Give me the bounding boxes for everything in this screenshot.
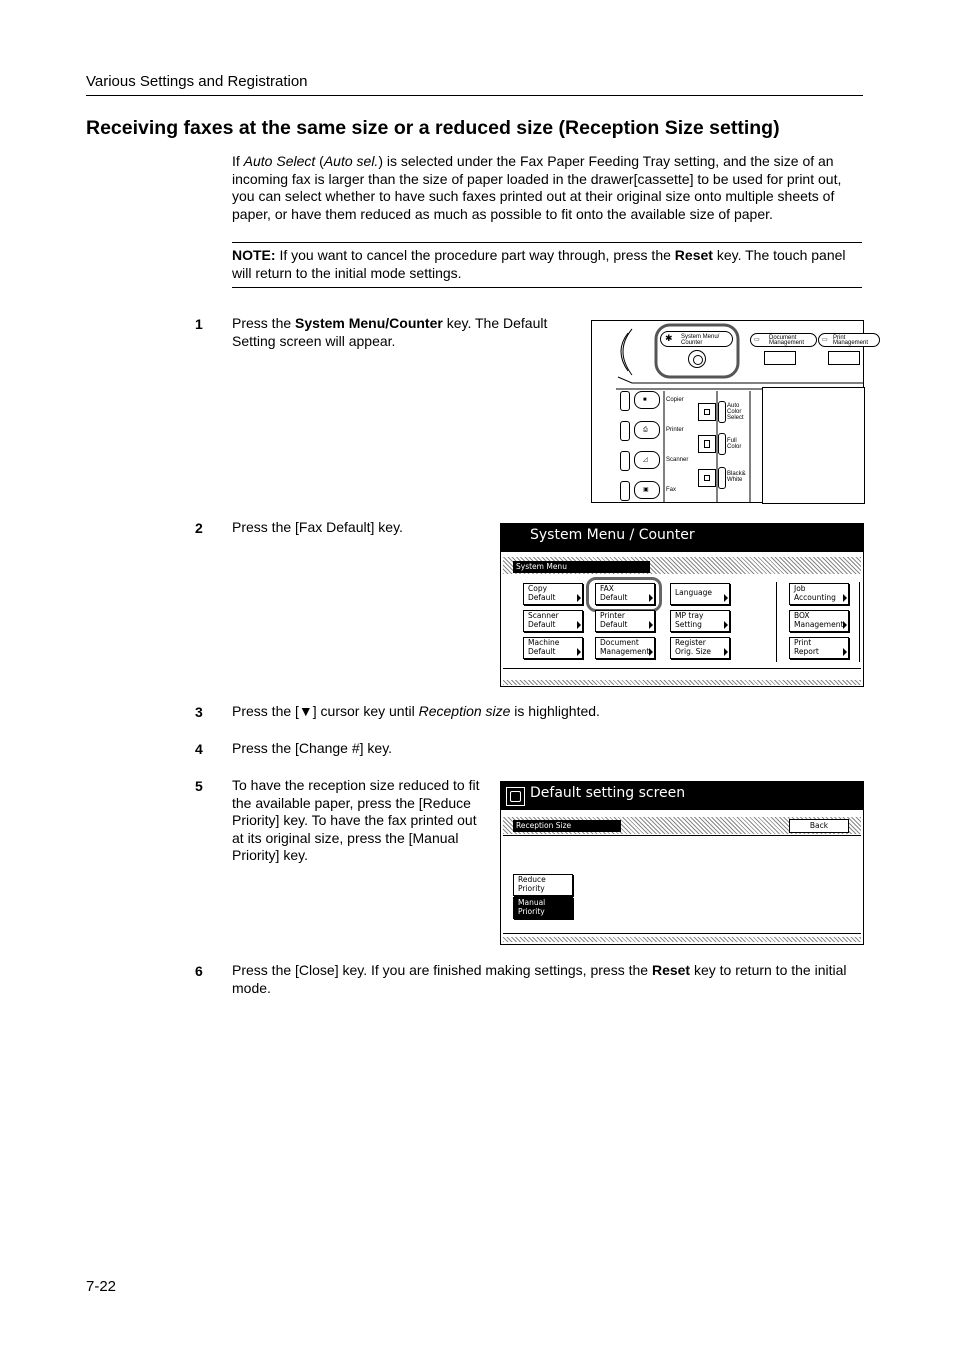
indicator-circle-icon xyxy=(688,350,706,368)
default-setting-screen xyxy=(500,781,864,945)
divider xyxy=(503,933,861,934)
full-color-indicator xyxy=(718,433,726,455)
bottom-hatch xyxy=(503,937,861,942)
print-management-key[interactable] xyxy=(818,333,880,347)
step-fragment: Press the [▼] cursor key until xyxy=(232,703,419,719)
step-text: To have the reception size reduced to fit the available paper, press the [Reduce Priority] key. To have the fax printed out at its original size, press the [Manual Priority] key. xyxy=(232,777,480,864)
scroll-edge xyxy=(859,582,862,662)
auto-color-indicator xyxy=(718,401,726,423)
note-text: key. The touch panel will return to the initial mode settings. xyxy=(232,247,846,281)
step-text xyxy=(232,703,832,721)
intro-italic: Auto Select xyxy=(243,153,316,169)
system-menu-label: System Menu/ xyxy=(681,334,720,340)
button-label: Manual xyxy=(518,898,546,907)
auto-color-label: Auto xyxy=(727,403,740,409)
touch-panel-display xyxy=(762,387,865,504)
full-color-key[interactable] xyxy=(698,435,716,453)
button-label: Priority xyxy=(518,907,545,916)
divider xyxy=(776,582,777,662)
button-label: Reduce xyxy=(518,875,546,884)
system-menu-screen xyxy=(500,523,864,687)
box-management-button[interactable] xyxy=(789,610,849,632)
button-label: Copy xyxy=(528,584,548,593)
black-white-label: Black& xyxy=(727,471,746,477)
step-key: Reset xyxy=(651,962,691,978)
step-fragment: Press the xyxy=(232,315,296,331)
language-button[interactable] xyxy=(670,583,730,605)
page-number: 7-22 xyxy=(86,1278,117,1295)
auto-color-label: Color xyxy=(727,409,742,415)
document-management-button[interactable] xyxy=(595,637,655,659)
step-italic: Reception size xyxy=(418,703,511,719)
copier-icon: ■ xyxy=(643,397,647,403)
divider xyxy=(503,668,861,669)
asterisk-icon: ✱ xyxy=(665,333,673,343)
section-title: Receiving faxes at the same size or a reduced size (Reception Size setting) xyxy=(86,117,780,139)
printer-indicator xyxy=(620,421,630,441)
scanner-key[interactable] xyxy=(634,451,660,469)
scanner-default-button[interactable] xyxy=(523,610,583,632)
button-label: Report xyxy=(794,647,819,656)
bottom-hatch xyxy=(503,680,861,685)
print-mgmt-label: Management xyxy=(833,340,869,346)
step-number: 2 xyxy=(195,520,203,536)
system-menu-counter-key[interactable] xyxy=(660,331,733,347)
intro-text: ) is selected under the Fax Paper Feeding Tray setting, and the size of an incoming fax is larger than the size of paper loaded in the drawer[cassette] to be used for print out, you can select whether to have such faxes printed out at their original size onto multiple sheets of paper, or have them reduced as much as possible to fit onto the available size of paper. xyxy=(232,153,842,222)
printer-label: Printer xyxy=(666,427,684,433)
button-label: Machine xyxy=(528,638,560,647)
section-label: Reception Size xyxy=(513,820,621,832)
back-button[interactable]: Back xyxy=(789,819,849,833)
fax-screen-icon xyxy=(506,787,525,806)
printer-default-button[interactable] xyxy=(595,610,655,632)
button-label: Orig. Size xyxy=(675,647,711,656)
black-white-key[interactable] xyxy=(698,469,716,487)
note-box xyxy=(232,242,862,288)
button-label: BOX xyxy=(794,611,810,620)
highlight-circle xyxy=(586,577,662,612)
counter-label: Counter xyxy=(681,340,703,346)
black-white-indicator xyxy=(718,467,726,489)
step-text: Press the [Fax Default] key. xyxy=(232,519,403,535)
button-label: Default xyxy=(528,620,556,629)
screen-title-bar xyxy=(501,782,863,810)
running-header: Various Settings and Registration xyxy=(86,73,308,90)
intro-italic: Auto sel. xyxy=(323,153,379,169)
fax-indicator xyxy=(620,481,630,501)
document-management-key[interactable] xyxy=(750,333,817,347)
step-number: 3 xyxy=(195,704,203,720)
button-label: Printer xyxy=(600,611,625,620)
step-text xyxy=(232,962,862,997)
screen-title-bar xyxy=(501,524,863,552)
printer-icon: ▭ xyxy=(822,337,828,343)
button-label: Language xyxy=(675,588,713,597)
button-label: Print xyxy=(794,638,812,647)
fax-key[interactable] xyxy=(634,481,660,499)
black-white-label: White xyxy=(727,477,743,483)
button-label: Management xyxy=(600,647,650,656)
fax-label: Fax xyxy=(666,487,677,493)
register-orig-size-button[interactable] xyxy=(670,637,730,659)
manual-priority-button[interactable] xyxy=(513,897,573,919)
step-key: System Menu/Counter xyxy=(295,315,443,331)
copier-key[interactable] xyxy=(634,391,660,409)
copier-label: Copier xyxy=(666,397,684,403)
scanner-label: Scanner xyxy=(666,457,689,463)
button-label: Register xyxy=(675,638,706,647)
button-label: Job xyxy=(794,584,806,593)
header-rule xyxy=(86,95,863,96)
intro-text: If xyxy=(232,153,244,169)
button-label: Priority xyxy=(518,884,545,893)
step-number: 5 xyxy=(195,778,203,794)
printer-key[interactable] xyxy=(634,421,660,439)
scanner-icon: ◿ xyxy=(643,457,648,463)
step-text: Press the [Change #] key. xyxy=(232,740,393,756)
fax-icon: ▣ xyxy=(643,487,649,493)
print-mgmt-label: Print xyxy=(833,335,846,341)
note-key: Reset xyxy=(674,247,713,263)
auto-color-label: Select xyxy=(727,415,744,421)
button-label: Default xyxy=(528,647,556,656)
full-color-label: Full xyxy=(727,438,737,444)
mp-tray-setting-button[interactable] xyxy=(670,610,730,632)
note-label: NOTE: xyxy=(232,247,276,263)
step-fragment: Press the [Close] key. If you are finished making settings, press the xyxy=(232,962,652,978)
step-text xyxy=(232,315,572,350)
print-report-button[interactable] xyxy=(789,637,849,659)
divider xyxy=(503,835,861,836)
copy-default-button[interactable] xyxy=(523,583,583,605)
button-label: Default xyxy=(528,593,556,602)
note-text: If you want to cancel the procedure part way through, press the xyxy=(275,247,675,263)
full-color-label: Color xyxy=(727,444,742,450)
screen-title: System Menu / Counter xyxy=(530,527,695,543)
step-fragment: key to return to the initial mode. xyxy=(232,962,847,996)
doc-mgmt-button[interactable] xyxy=(764,351,796,365)
printer-mode-icon: ⎙ xyxy=(643,427,648,433)
intro-text: ( xyxy=(315,153,324,169)
button-label: Management xyxy=(794,620,844,629)
screen-title: Default setting screen xyxy=(530,785,686,801)
job-accounting-button[interactable] xyxy=(789,583,849,605)
section-label: System Menu xyxy=(513,561,650,573)
operation-panel-illustration xyxy=(591,320,869,503)
button-label: Accounting xyxy=(794,593,836,602)
document-icon: ▭ xyxy=(754,337,760,343)
reduce-priority-button[interactable] xyxy=(513,874,573,896)
doc-mgmt-label: Management xyxy=(769,340,805,346)
scanner-indicator xyxy=(620,451,630,471)
step-number: 6 xyxy=(195,963,203,979)
step-fragment: is highlighted. xyxy=(510,703,600,719)
button-label: FAX xyxy=(600,584,614,593)
doc-mgmt-label: Document xyxy=(769,335,797,341)
intro-paragraph xyxy=(232,153,862,223)
button-label: Document xyxy=(600,638,639,647)
copier-indicator xyxy=(620,391,630,411)
step-number: 1 xyxy=(195,316,203,332)
machine-default-button[interactable] xyxy=(523,637,583,659)
button-label: Default xyxy=(600,620,628,629)
button-label: Default xyxy=(600,593,628,602)
button-label: MP tray xyxy=(675,611,704,620)
step-number: 4 xyxy=(195,741,203,757)
step-fragment: key. The Default Setting screen will appear. xyxy=(232,315,548,349)
button-label: Scanner xyxy=(528,611,559,620)
print-mgmt-button[interactable] xyxy=(828,351,860,365)
button-label: Setting xyxy=(675,620,702,629)
auto-color-key[interactable] xyxy=(698,403,716,421)
